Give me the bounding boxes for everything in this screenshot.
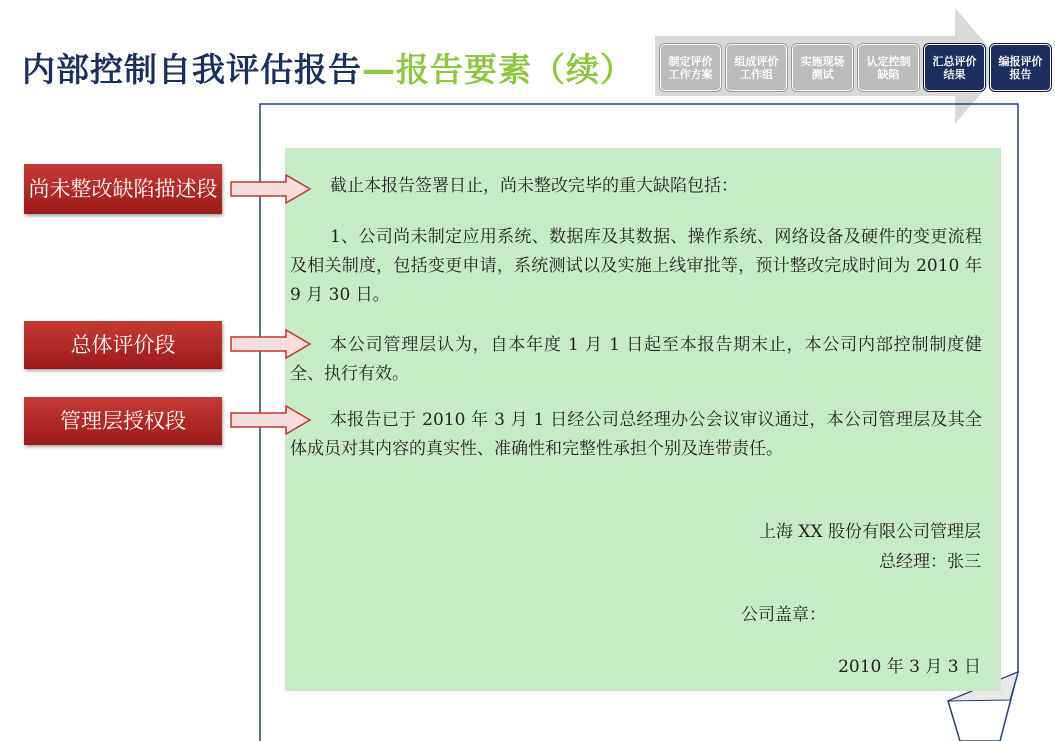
- paragraph-unremedied-detail: 1、公司尚未制定应用系统、数据库及其数据、操作系统、网络设备及硬件的变更流程及相关制度，包括变更申请，系统测试以及实施上线审批等，预计整改完成时间为 2010 年 9 月 30 日。: [290, 227, 982, 305]
- signature-manager: 总经理：张三: [879, 552, 981, 572]
- label-management-authorization: 管理层授权段: [24, 397, 222, 445]
- step-test: 实施现场测试: [792, 44, 853, 91]
- step-summarize: 汇总评价结果: [924, 44, 985, 91]
- arrow-right-icon: [230, 174, 312, 204]
- arrow-right-icon: [230, 405, 312, 435]
- arrow-right-icon: [230, 329, 312, 359]
- paragraph-unremedied-intro: 截止本报告签署日止，尚未整改完毕的重大缺陷包括：: [330, 176, 738, 196]
- step-team: 组成评价工作组: [726, 44, 787, 91]
- label-overall-evaluation: 总体评价段: [24, 321, 222, 369]
- company-seal: 公司盖章：: [741, 605, 826, 625]
- report-date: 2010 年 3 月 3 日: [838, 657, 981, 677]
- paragraph-overall-evaluation: 本公司管理层认为，自本年度 1 月 1 日起至本报告期末止，本公司内部控制制度健全、执行有效。: [290, 335, 982, 384]
- title-sub: —报告要素（续）: [362, 50, 634, 89]
- step-plan: 制定评价工作方案: [660, 44, 721, 91]
- paragraph-authorization: 本报告已于 2010 年 3 月 1 日经公司总经理办公会议审议通过，本公司管理层及其全体成员对其内容的真实性、准确性和完整性承担个别及连带责任。: [290, 410, 982, 459]
- label-unremedied-defects: 尚未整改缺陷描述段: [24, 164, 222, 214]
- step-identify: 认定控制缺陷: [858, 44, 919, 91]
- title-main: 内部控制自我评估报告: [22, 50, 362, 89]
- step-report: 编报评价报告: [990, 44, 1051, 91]
- signature-company: 上海 XX 股份有限公司管理层: [758, 522, 981, 542]
